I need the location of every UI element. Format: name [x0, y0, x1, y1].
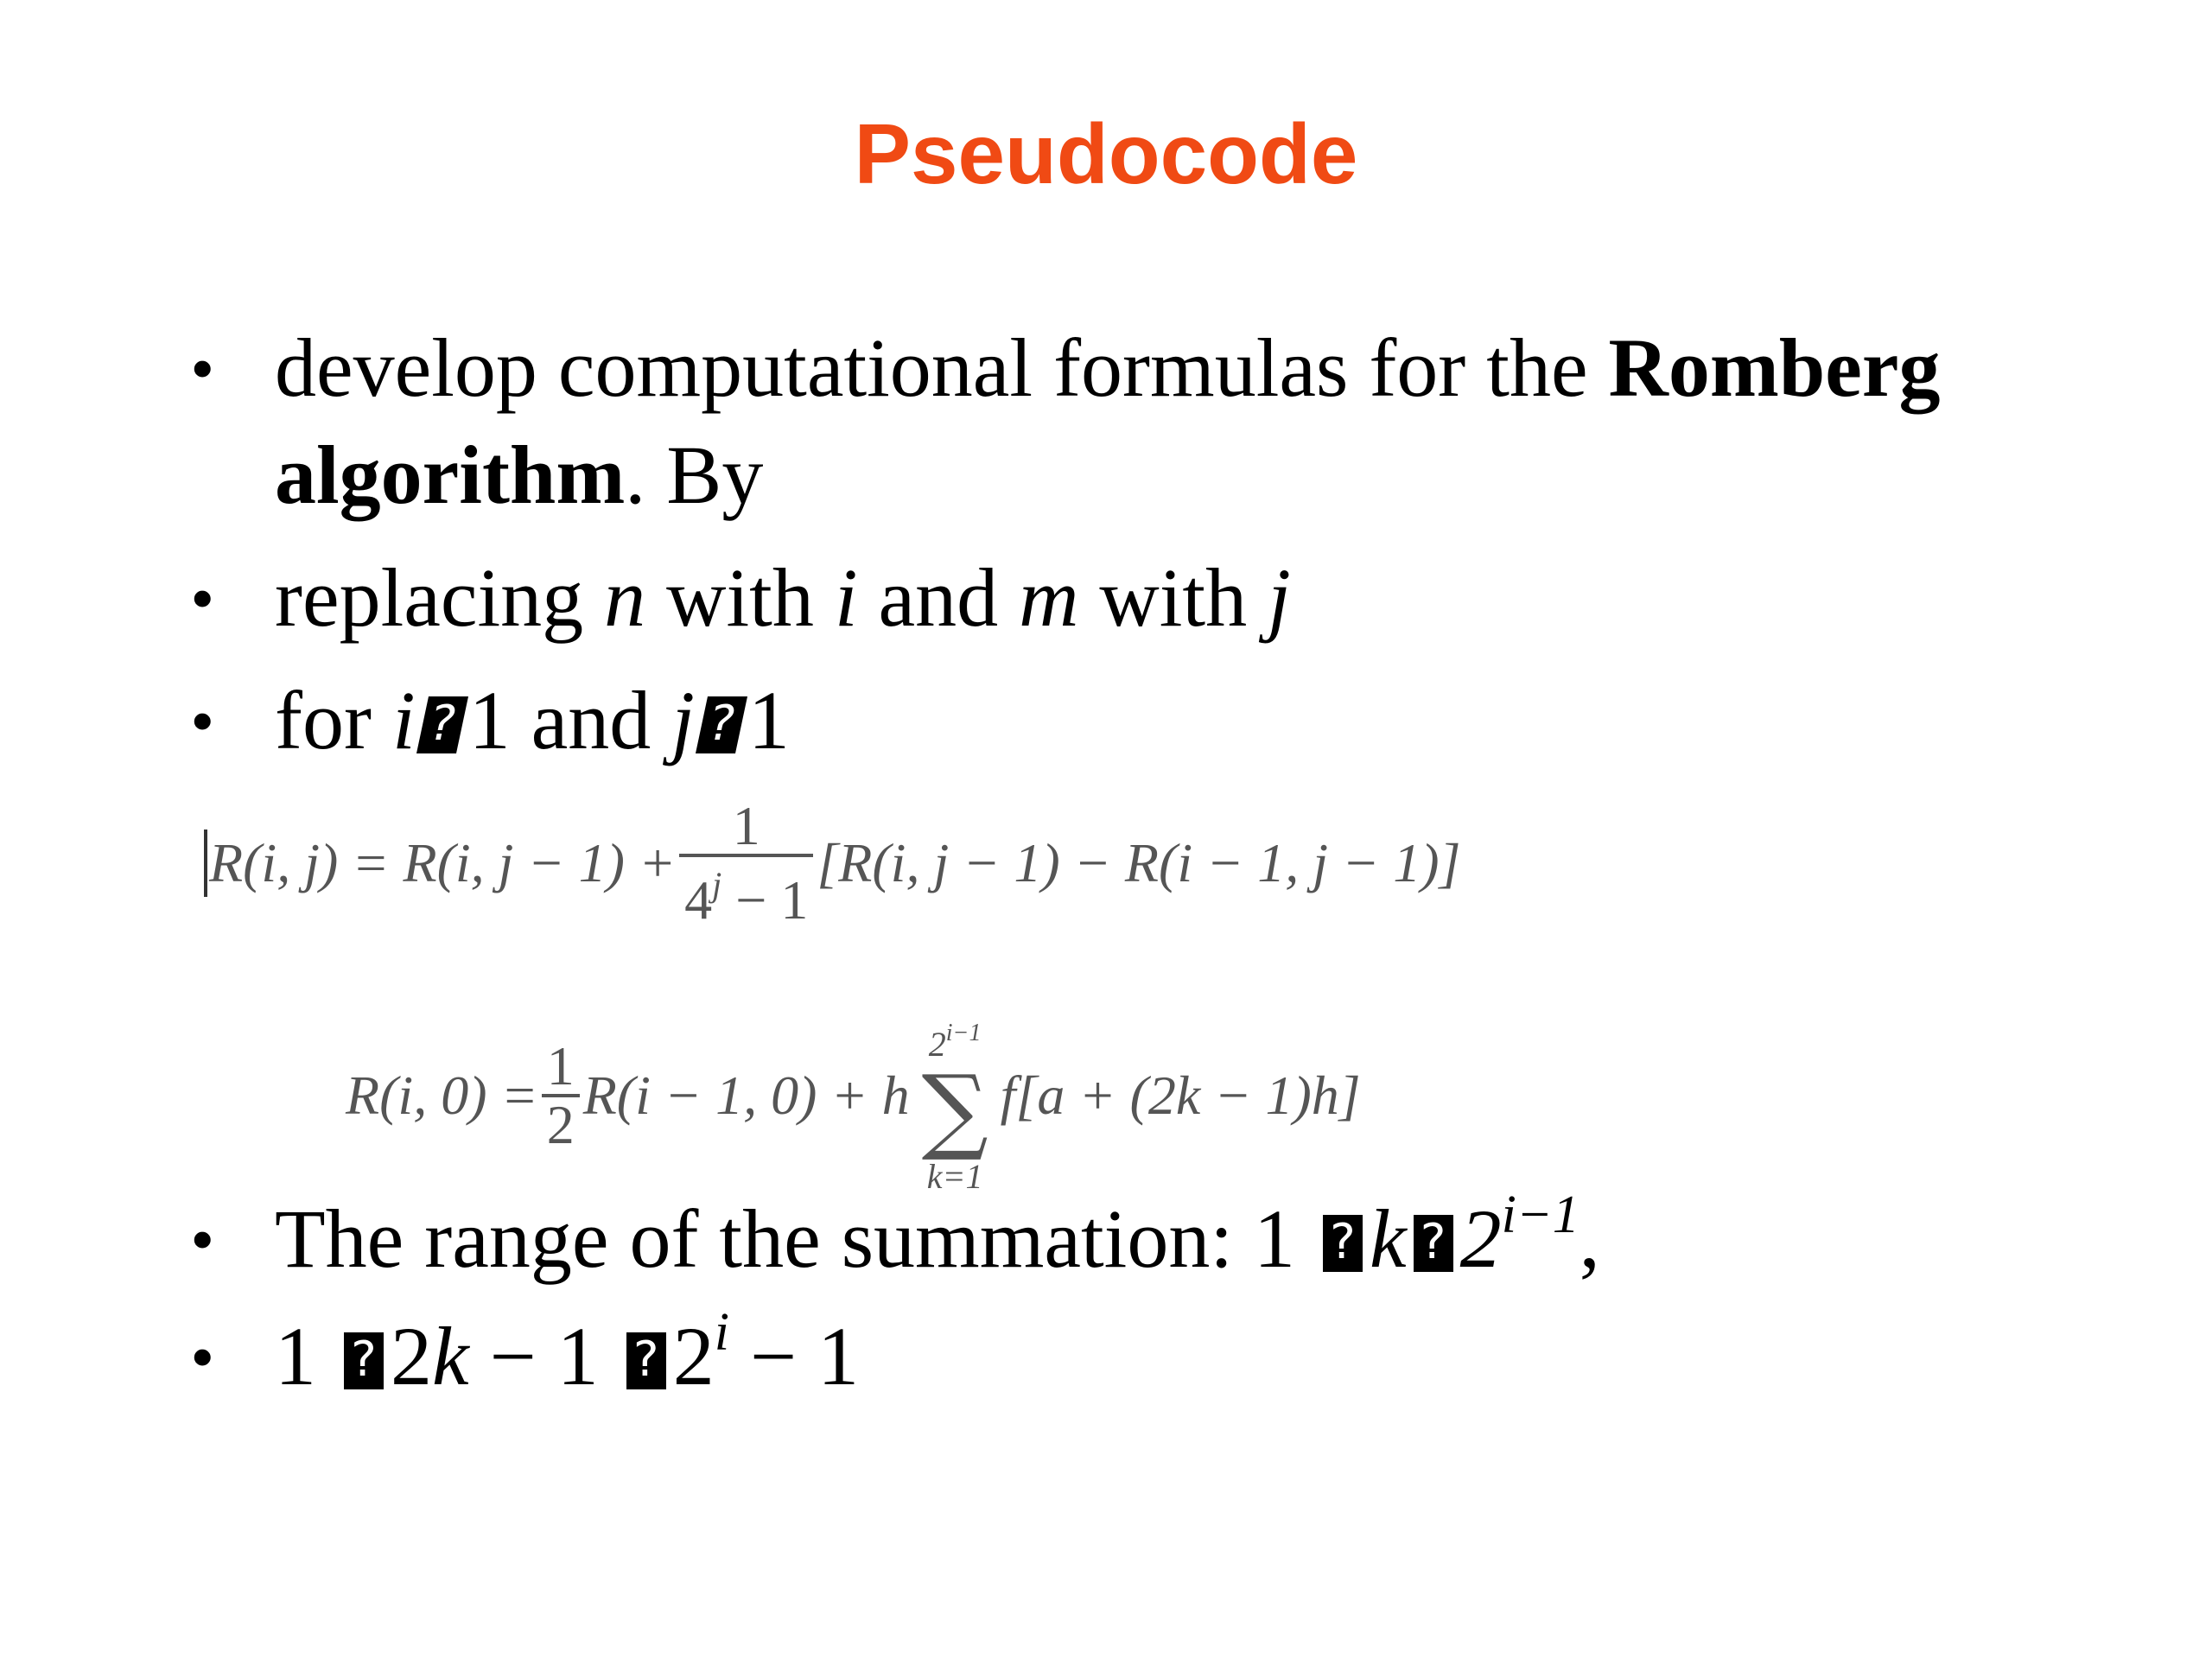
number: 1 [747, 674, 790, 766]
text-segment: The range of the summation: 1 [275, 1192, 1317, 1285]
sum-upper-base: 2 [928, 1025, 946, 1064]
text-segment: − 1 [728, 1310, 860, 1402]
missing-glyph-icon: ? [626, 1332, 666, 1389]
bullet-marker: • [192, 564, 213, 632]
bold-term: Romberg [1608, 321, 1941, 414]
equation-romberg-recurrence [204, 795, 1461, 931]
bullet-marker: • [192, 334, 213, 402]
missing-glyph-icon: ? [1323, 1215, 1363, 1272]
text-segment: with [1078, 551, 1268, 644]
fraction [679, 795, 813, 931]
math-var: n [604, 551, 646, 644]
sum-lower-limit: k=1 [926, 1157, 983, 1196]
text-segment: , [1579, 1192, 1600, 1285]
math-var: m [1019, 551, 1079, 644]
text-segment: develop computational formulas for the [275, 321, 1609, 414]
bullet-text [275, 1185, 2133, 1293]
missing-glyph-icon: ? [416, 696, 468, 753]
equation-trapezoid-refinement [346, 1002, 1361, 1196]
summation [922, 1013, 988, 1198]
bullet-marker: • [192, 1205, 213, 1273]
fraction [542, 1034, 580, 1155]
text-segment: with [645, 551, 835, 644]
text-segment: 1 [275, 1310, 337, 1402]
math-var: j [671, 674, 695, 766]
sum-upper-exponent: i−1 [945, 1020, 982, 1046]
math-var: k [432, 1310, 469, 1402]
math-var: i [834, 551, 858, 644]
math-var: j [1268, 551, 1291, 644]
den-tail: − 1 [721, 869, 809, 931]
sigma-icon: ∑ [921, 1056, 988, 1164]
power-exponent: i [714, 1303, 729, 1362]
fraction-denominator: 2 [542, 1094, 580, 1153]
bullet-marker: • [192, 1323, 213, 1390]
bullet-text [275, 1303, 2133, 1410]
math-var: k [1370, 1192, 1407, 1285]
power-exponent: i−1 [1501, 1185, 1580, 1244]
number: 1 [468, 674, 511, 766]
text-cursor [204, 830, 207, 897]
bullet-marker: • [192, 687, 213, 754]
slide-title: Pseudocode [854, 106, 1358, 201]
text-segment: and [510, 674, 672, 766]
math-var: i [391, 674, 416, 766]
power-base: 2 [1459, 1192, 1502, 1285]
equation-rhs: [R(i, j − 1) − R(i − 1, j − 1)] [817, 832, 1461, 893]
equation-mid: R(i − 1, 0) + h [582, 1064, 910, 1126]
text-segment: and [857, 551, 1020, 644]
equation-lhs: R(i, 0) = [346, 1064, 538, 1126]
equation-lhs: R(i, j) = R(i, j − 1) + [209, 832, 677, 893]
den-exponent: j [712, 865, 722, 904]
text-segment: . By [625, 429, 764, 521]
text-segment: for [275, 674, 392, 766]
missing-glyph-icon: ? [344, 1332, 384, 1389]
den-base: 4 [684, 869, 713, 931]
missing-glyph-icon: ? [1414, 1215, 1453, 1272]
equation-rhs: f[a + (2k − 1)h] [1000, 1064, 1361, 1126]
fraction-numerator: 1 [732, 795, 760, 856]
fraction-denominator [679, 854, 813, 931]
power-base: 2 [672, 1310, 715, 1402]
number: 2 [391, 1310, 432, 1402]
bullet-text [275, 315, 2133, 529]
bold-term: algorithm [275, 429, 626, 521]
missing-glyph-icon: ? [696, 696, 747, 753]
fraction-numerator: 1 [546, 1034, 575, 1096]
text-segment: replacing [275, 551, 605, 644]
text-segment: − 1 [468, 1310, 620, 1402]
bullet-text [275, 667, 2133, 774]
bullet-text [275, 544, 2133, 652]
